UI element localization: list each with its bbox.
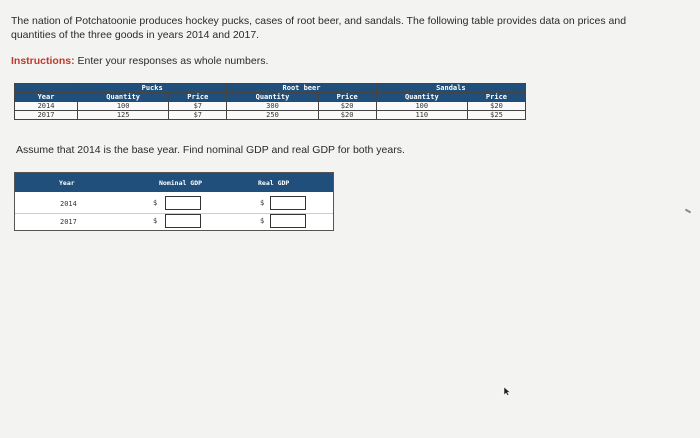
real-gdp-2014-input[interactable] [270, 196, 306, 210]
intro-line-2: quantities of the three goods in years 2014 and 2017. [11, 29, 260, 41]
problem-intro [11, 14, 683, 42]
instructions-label: Instructions: [11, 55, 75, 67]
instructions [11, 55, 268, 67]
gdp-header-row [15, 173, 333, 192]
sub-header-year: Year [15, 93, 78, 102]
sub-header-pucks-price: Price [169, 93, 227, 102]
gdp-header-year: Year [59, 179, 75, 187]
group-header-sandals: Sandals [376, 84, 525, 93]
decorative-mark [685, 209, 691, 214]
nominal-dollar-sign: $ [153, 199, 158, 207]
group-header-empty [15, 84, 78, 93]
price-quantity-table [14, 83, 526, 120]
gdp-header-real: Real GDP [258, 179, 290, 187]
cell-sandals-quantity: 110 [376, 111, 467, 120]
cell-pucks-quantity: 125 [78, 111, 169, 120]
real-dollar-sign: $ [260, 217, 265, 225]
real-gdp-2017-input[interactable] [270, 214, 306, 228]
cell-rootbeer-price: $20 [318, 102, 376, 111]
group-header-row [15, 84, 526, 93]
gdp-row-2014 [15, 194, 333, 214]
table-row [15, 111, 526, 120]
real-dollar-sign: $ [260, 199, 265, 207]
cell-pucks-price: $7 [169, 111, 227, 120]
cell-rootbeer-quantity: 250 [227, 111, 318, 120]
sub-header-row [15, 93, 526, 102]
cell-rootbeer-price: $20 [318, 111, 376, 120]
cell-sandals-price: $25 [467, 111, 525, 120]
intro-line-1: The nation of Potchatoonie produces hockey pucks, cases of root beer, and sandals. The following table provides data on prices and [11, 15, 627, 27]
gdp-row-2017 [15, 212, 333, 232]
table-row [15, 102, 526, 111]
group-header-pucks: Pucks [78, 84, 227, 93]
cell-year: 2014 [15, 102, 78, 111]
sub-header-pucks-quantity: Quantity [78, 93, 169, 102]
gdp-row-year: 2017 [60, 218, 77, 226]
sub-header-sandals-price: Price [467, 93, 525, 102]
mouse-cursor-icon [502, 386, 512, 396]
nominal-dollar-sign: $ [153, 217, 158, 225]
sub-header-rootbeer-quantity: Quantity [227, 93, 318, 102]
gdp-answer-table [14, 172, 334, 231]
cell-sandals-quantity: 100 [376, 102, 467, 111]
assumption-text: Assume that 2014 is the base year. Find nominal GDP and real GDP for both years. [16, 144, 405, 156]
cell-sandals-price: $20 [467, 102, 525, 111]
cell-pucks-price: $7 [169, 102, 227, 111]
group-header-root-beer: Root beer [227, 84, 376, 93]
sub-header-rootbeer-price: Price [318, 93, 376, 102]
nominal-gdp-2017-input[interactable] [165, 214, 201, 228]
cell-rootbeer-quantity: 300 [227, 102, 318, 111]
sub-header-sandals-quantity: Quantity [376, 93, 467, 102]
gdp-row-year: 2014 [60, 200, 77, 208]
instructions-text: Enter your responses as whole numbers. [74, 55, 269, 67]
cell-pucks-quantity: 100 [78, 102, 169, 111]
gdp-header-nominal: Nominal GDP [159, 179, 203, 187]
nominal-gdp-2014-input[interactable] [165, 196, 201, 210]
cell-year: 2017 [15, 111, 78, 120]
